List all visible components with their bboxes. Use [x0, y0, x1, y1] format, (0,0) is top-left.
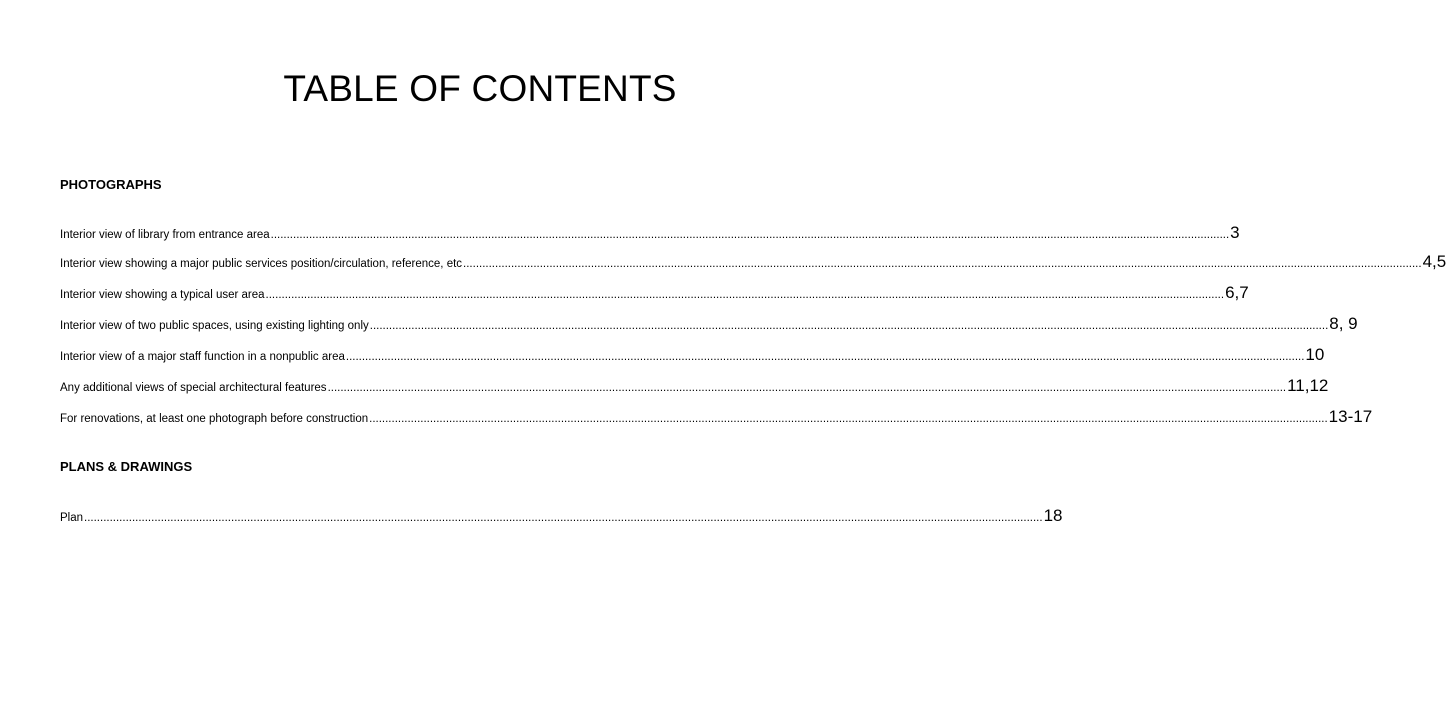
- section-heading-photographs: PHOTOGRAPHS: [60, 177, 162, 192]
- toc-entry-label: Interior view showing a typical user area: [60, 289, 265, 301]
- toc-entry-label: Interior view showing a major public services position/circulation, reference, etc: [60, 258, 463, 270]
- dot-leader: ............................................................................................................................................................................................................................................................................................................: [270, 229, 1230, 241]
- toc-entry-label: Any additional views of special architectural features: [60, 382, 327, 394]
- toc-entry: [60, 505, 1063, 527]
- toc-entry: [60, 282, 1249, 304]
- toc-entry-page: 11,12: [1287, 376, 1329, 395]
- toc-entry-label: Plan: [60, 512, 84, 524]
- toc-entry: [60, 406, 1373, 428]
- page-title: TABLE OF CONTENTS: [283, 68, 677, 109]
- toc-entry-page: 6,7: [1225, 283, 1249, 302]
- toc-entry-label: For renovations, at least one photograph before construction: [60, 413, 369, 425]
- dot-leader: ............................................................................................................................................................................................................................................................................................................: [369, 320, 1329, 332]
- dot-leader: ............................................................................................................................................................................................................................................................................................................: [369, 413, 1328, 425]
- dot-leader: ............................................................................................................................................................................................................................................................................................................: [345, 351, 1305, 363]
- dot-leader: ............................................................................................................................................................................................................................................................................................................: [84, 512, 1043, 524]
- toc-entry-page: 13-17: [1328, 407, 1373, 426]
- toc-entry-label: Interior view of library from entrance area: [60, 229, 270, 241]
- dot-leader: ............................................................................................................................................................................................................................................................................................................: [463, 258, 1422, 270]
- toc-entry-page: 4,5: [1422, 252, 1446, 271]
- toc-entry: [60, 222, 1240, 244]
- dot-leader: ............................................................................................................................................................................................................................................................................................................: [265, 289, 1225, 301]
- toc-entry: [60, 375, 1329, 397]
- toc-entry-page: 10: [1305, 345, 1325, 364]
- toc-entry-label: Interior view of a major staff function in a nonpublic area: [60, 351, 345, 363]
- toc-entry: [60, 313, 1358, 335]
- toc-entry-page: 18: [1043, 506, 1063, 525]
- section-heading-plans-drawings: PLANS & DRAWINGS: [60, 459, 193, 474]
- toc-entry-page: 3: [1230, 223, 1240, 242]
- toc-entry-page: 8, 9: [1329, 314, 1358, 333]
- toc-entry-label: Interior view of two public spaces, using existing lighting only: [60, 320, 369, 332]
- toc-entry: [60, 251, 1446, 273]
- toc-entry: [60, 344, 1325, 366]
- dot-leader: ............................................................................................................................................................................................................................................................................................................: [327, 382, 1287, 394]
